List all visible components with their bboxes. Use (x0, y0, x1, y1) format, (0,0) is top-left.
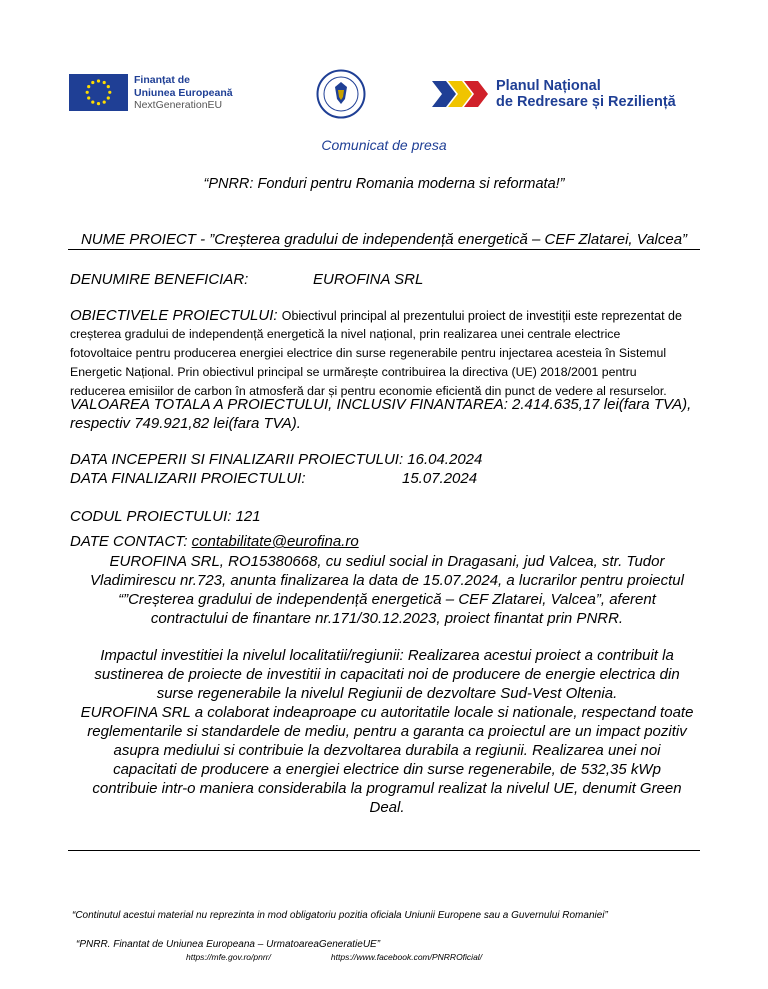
pnrr-logo-line1: Planul Național (496, 78, 601, 94)
objectives-line: fotovoltaice pentru producerea energiei electrice din surse regenerabile pentru injectarea acesteia în Sistemul (70, 346, 667, 360)
pnrr-logo (432, 77, 676, 111)
impact-line: Deal. (369, 799, 405, 816)
project-value-line2: respectiv 749.921,82 lei(fara TVA). (70, 415, 301, 432)
objectives-line: creșterea gradului de independență energetică la nivel național, prin realizarea unei centrale electrice (70, 327, 621, 341)
eu-flag-icon (69, 74, 128, 111)
eu-logo-line1: Finanțat de (134, 74, 191, 86)
objectives-text (70, 325, 700, 401)
impact-line: contribuie intr-o maniera considerabila la programul realizat la nivelul UE, denumit Green (92, 780, 682, 797)
footer-link-facebook[interactable]: https://www.facebook.com/PNRROficial/ (330, 952, 483, 962)
beneficiary-value: EUROFINA SRL (313, 271, 424, 288)
project-code: CODUL PROIECTULUI: 121 (70, 508, 261, 525)
announcement-line: Vladimirescu nr.723, anunta finalizarea la data de 15.07.2024, a lucrarilor pentru proiectul (90, 572, 684, 589)
pnrr-arrows-icon (432, 77, 490, 111)
announcement-line: contractului de finantare nr.171/30.12.2023, proiect finantat prin PNRR. (150, 610, 624, 627)
footer-links (186, 952, 542, 962)
footer-disclaimer: “Continutul acestui material nu reprezinta in mod obligatoriu pozitia oficiala Uniunii Europene sau a Guvernului Romaniei” (72, 910, 608, 921)
impact (66, 646, 708, 817)
start-date: DATA INCEPERII SI FINALIZARII PROIECTULUI: 16.04.2024 (70, 451, 483, 468)
impact-line: Impactul investitiei la nivelul localitatii/regiunii: Realizarea acestui proiect a contribuit la (100, 647, 674, 664)
impact-line: EUROFINA SRL a colaborat indeaproape cu autoritatile locale si nationale, respectand toate (80, 704, 694, 721)
end-date-value: 15.07.2024 (402, 470, 478, 487)
project-name: NUME PROIECT - ”Creșterea gradului de independență energetică – CEF Zlatarei, Valcea” (68, 231, 700, 250)
footer-divider (68, 850, 700, 851)
objectives-line: Energetic Național. Prin obiectivul principal se urmărește contribuirea la directiva (UE) 2018/2001 pentru (70, 365, 637, 379)
eu-funding-logo (69, 74, 233, 112)
project-dates (70, 450, 700, 488)
beneficiary-label: DENUMIRE BENEFICIAR: (70, 271, 249, 288)
footer-link-mfe[interactable]: https://mfe.gov.ro/pnrr/ (186, 952, 271, 962)
end-date-label: DATA FINALIZARII PROIECTULUI: (70, 470, 306, 487)
announcement (66, 552, 708, 628)
impact-line: reglementarile si standardele de mediu, pentru a garanta ca proiectul are un impact pozitiv (87, 723, 687, 740)
impact-line: capacitati de producere a energiei electrice din surse regenerabile, de 532,35 kWp (113, 761, 661, 778)
objectives (70, 306, 700, 326)
contact-label: DATE CONTACT: (70, 533, 192, 550)
footer-financing: “PNRR. Finantat de Uniunea Europeana – UrmatoareaGeneratieUE” (76, 939, 381, 950)
impact-line: asupra mediului si contribuie la dezvoltarea durabila a regiunii. Realizarea unei noi (113, 742, 661, 759)
pnrr-logo-line2: de Redresare și Reziliență (496, 94, 676, 110)
contact (70, 533, 359, 550)
eu-logo-line2: Uniunea Europeană (134, 86, 233, 99)
impact-line: sustinerea de proiecte de investitii in capacitati noi de producere de energie electrica din (94, 666, 680, 683)
objectives-line-1: Obiectivul principal al prezentului proiect de investiții este reprezentat de (281, 309, 682, 323)
slogan: “PNRR: Fonduri pentru Romania moderna si reformata!” (203, 176, 565, 192)
eu-logo-line3: NextGenerationEU (134, 99, 223, 111)
announcement-line: EUROFINA SRL, RO15380668, cu sediul social in Dragasani, jud Valcea, str. Tudor (109, 553, 665, 570)
contact-email-link[interactable]: contabilitate@eurofina.ro (191, 533, 359, 550)
comunicat-title: Comunicat de presa (321, 137, 447, 153)
project-value (70, 395, 700, 433)
objectives-label: OBIECTIVELE PROIECTULUI: (70, 307, 278, 324)
announcement-line: “”Creșterea gradului de independență energetică – CEF Zlatarei, Valcea”, aferent (118, 591, 656, 608)
project-value-line1: VALOAREA TOTALA A PROIECTULUI, INCLUSIV FINANTAREA: 2.414.635,17 lei(fara TVA), (70, 396, 692, 413)
impact-line: surse regenerabile la nivelul Regiunii de dezvoltare Sud-Vest Oltenia. (156, 685, 618, 702)
objectives-line: reducerea emisiilor de carbon în atmosferă dar și pentru economie eficientă din punct de vedere al resurselor. (70, 384, 667, 398)
guvernul-romaniei-seal-icon (316, 69, 366, 119)
